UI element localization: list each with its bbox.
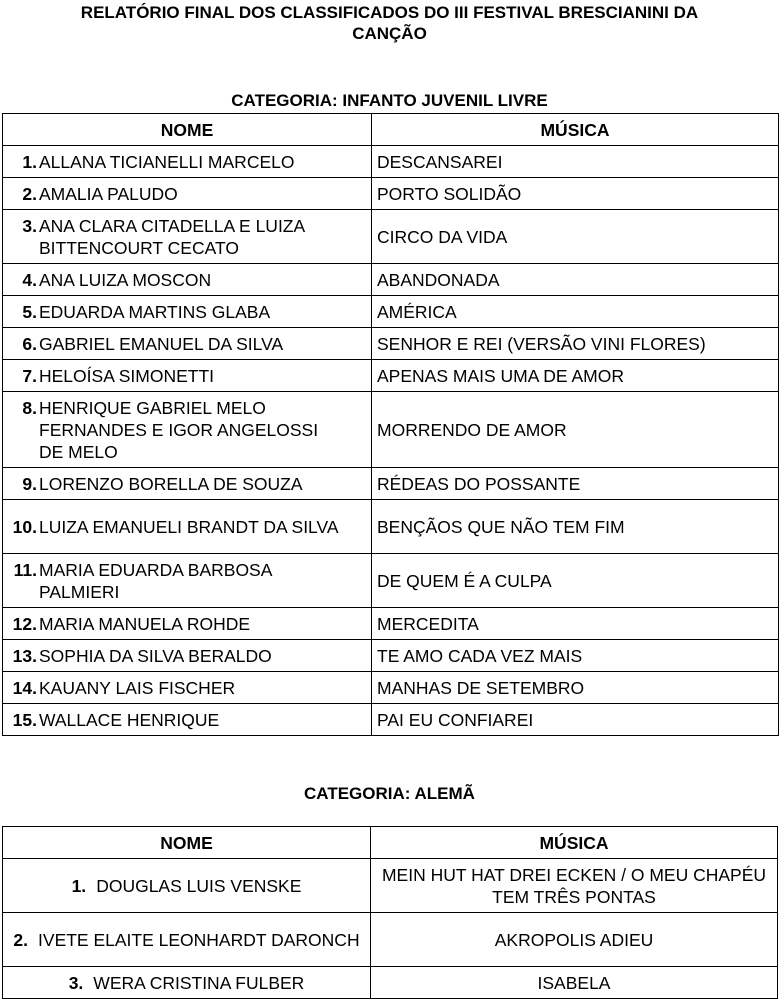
- row-number: 3.: [22, 215, 37, 236]
- column-header-name: NOME: [3, 114, 372, 146]
- row-number: 15.: [12, 709, 37, 730]
- report-title-line-2: CANÇÃO: [352, 24, 427, 43]
- category-heading-infanto-juvenil: CATEGORIA: INFANTO JUVENIL LIVRE: [231, 91, 548, 110]
- participant-name: EDUARDA MARTINS GLABA: [39, 301, 271, 322]
- row-number: 8.: [22, 397, 37, 418]
- song-title: MANHAS DE SETEMBRO: [372, 672, 779, 704]
- participant-name: MARIA MANUELA ROHDE: [39, 613, 251, 634]
- song-title: PAI EU CONFIAREI: [372, 704, 779, 736]
- row-number: 9.: [22, 473, 37, 494]
- table-row: [3, 264, 779, 296]
- row-number: 3.: [68, 972, 84, 993]
- table-row: [3, 392, 779, 468]
- participant-name: WALLACE HENRIQUE: [39, 709, 220, 730]
- song-title: SENHOR E REI (VERSÃO VINI FLORES): [372, 328, 779, 360]
- participant-name: WERA CRISTINA FULBER: [93, 972, 305, 993]
- song-title: MERCEDITA: [372, 608, 779, 640]
- row-number: 1.: [22, 151, 37, 172]
- name-cell: [3, 264, 372, 296]
- song-title: ABANDONADA: [372, 264, 779, 296]
- participant-name: HELOÍSA SIMONETTI: [39, 365, 215, 386]
- name-cell: [3, 608, 372, 640]
- participant-name: GABRIEL EMANUEL DA SILVA: [39, 333, 284, 354]
- song-title: TE AMO CADA VEZ MAIS: [372, 640, 779, 672]
- song-title: MEIN HUT HAT DREI ECKEN / O MEU CHAPÉU TEM TRÊS PONTAS: [371, 859, 778, 913]
- table-row: [3, 640, 779, 672]
- song-title: DE QUEM É A CULPA: [372, 554, 779, 608]
- row-number: 2.: [22, 183, 37, 204]
- song-title: AKROPOLIS ADIEU: [371, 913, 778, 967]
- table-row: [3, 500, 779, 554]
- table-row: [3, 360, 779, 392]
- row-number: 6.: [22, 333, 37, 354]
- participant-name: DOUGLAS LUIS VENSKE: [96, 875, 302, 896]
- row-number: 11.: [13, 559, 37, 580]
- table-header-row: [3, 827, 778, 859]
- table-row: [3, 468, 779, 500]
- song-title: APENAS MAIS UMA DE AMOR: [372, 360, 779, 392]
- participant-name: KAUANY LAIS FISCHER: [39, 677, 236, 698]
- row-number: 5.: [22, 301, 37, 322]
- song-title: BENÇÃOS QUE NÃO TEM FIM: [372, 500, 779, 554]
- participant-name: LUIZA EMANUELI BRANDT DA SILVA: [39, 516, 339, 537]
- name-cell: [3, 146, 372, 178]
- name-cell: [3, 210, 372, 264]
- table-row: [3, 328, 779, 360]
- name-cell: [3, 296, 372, 328]
- table-row: [3, 859, 778, 913]
- table-row: [3, 967, 778, 999]
- name-cell: [3, 913, 371, 967]
- participant-name: SOPHIA DA SILVA BERALDO: [39, 645, 272, 666]
- table-row: [3, 913, 778, 967]
- name-cell: [3, 392, 372, 468]
- column-header-song: MÚSICA: [372, 114, 779, 146]
- row-number: 12.: [12, 613, 37, 634]
- song-title: DESCANSAREI: [372, 146, 779, 178]
- column-header-song: MÚSICA: [371, 827, 778, 859]
- report-title: [0, 2, 779, 44]
- row-number: 1.: [71, 875, 87, 896]
- column-header-name: NOME: [3, 827, 371, 859]
- table-row: [3, 296, 779, 328]
- row-number: 14.: [12, 677, 37, 698]
- table-row: [3, 672, 779, 704]
- song-title: RÉDEAS DO POSSANTE: [372, 468, 779, 500]
- participant-name: AMALIA PALUDO: [39, 183, 178, 204]
- name-cell: [3, 859, 371, 913]
- infanto-juvenil-table: [2, 113, 779, 736]
- name-cell: [3, 640, 372, 672]
- participant-name: LORENZO BORELLA DE SOUZA: [39, 473, 303, 494]
- song-title: ISABELA: [371, 967, 778, 999]
- name-cell: [3, 967, 371, 999]
- row-number: 10.: [12, 516, 37, 537]
- song-title: PORTO SOLIDÃO: [372, 178, 779, 210]
- report-title-line-1: RELATÓRIO FINAL DOS CLASSIFICADOS DO III FESTIVAL BRESCIANINI DA: [80, 3, 699, 22]
- name-cell: [3, 360, 372, 392]
- row-number: 7.: [22, 365, 37, 386]
- name-cell: [3, 554, 372, 608]
- name-cell: [3, 500, 372, 554]
- table-row: [3, 210, 779, 264]
- alema-table: [2, 826, 778, 999]
- name-cell: [3, 178, 372, 210]
- song-title: MORRENDO DE AMOR: [372, 392, 779, 468]
- category-heading-alema: CATEGORIA: ALEMÃ: [304, 784, 475, 803]
- table-row: [3, 704, 779, 736]
- table-row: [3, 178, 779, 210]
- name-cell: [3, 672, 372, 704]
- table-row: [3, 146, 779, 178]
- participant-name: MARIA EDUARDA BARBOSA PALMIERI: [39, 559, 272, 602]
- participant-name: IVETE ELAITE LEONHARDT DARONCH: [38, 929, 360, 950]
- row-number: 13.: [12, 645, 37, 666]
- table-header-row: [3, 114, 779, 146]
- participant-name: ANA LUIZA MOSCON: [39, 269, 212, 290]
- name-cell: [3, 704, 372, 736]
- participant-name: ANA CLARA CITADELLA E LUIZA BITTENCOURT CECATO: [39, 215, 305, 258]
- participant-name: ALLANA TICIANELLI MARCELO: [39, 151, 295, 172]
- participant-name: HENRIQUE GABRIEL MELO FERNANDES E IGOR ANGELOSSI DE MELO: [39, 397, 319, 462]
- row-number: 2.: [13, 929, 29, 950]
- table-row: [3, 608, 779, 640]
- song-title: CIRCO DA VIDA: [372, 210, 779, 264]
- row-number: 4.: [22, 269, 37, 290]
- table-row: [3, 554, 779, 608]
- name-cell: [3, 328, 372, 360]
- name-cell: [3, 468, 372, 500]
- song-title: AMÉRICA: [372, 296, 779, 328]
